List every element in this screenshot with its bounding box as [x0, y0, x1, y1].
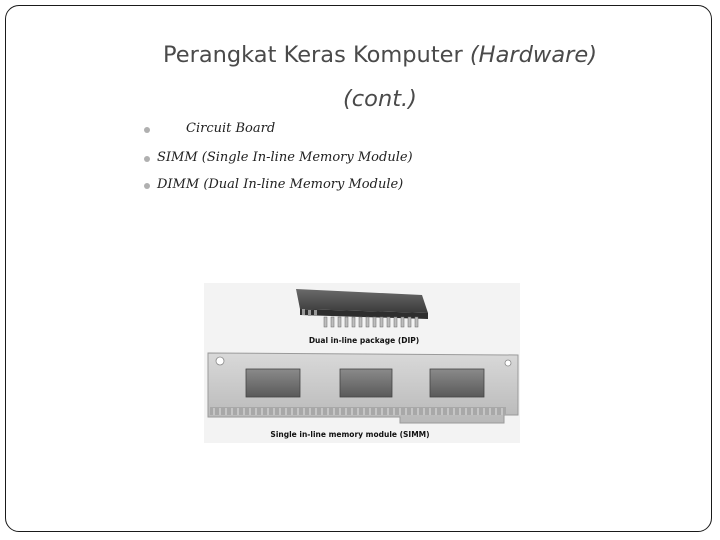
slide-title — [90, 33, 670, 121]
bullet-dot — [144, 183, 150, 189]
dip-caption: Dual in-line package (DIP) — [308, 336, 420, 345]
title-cont: (cont.) — [343, 86, 417, 112]
bullet-dot — [144, 127, 150, 133]
bullet-item: SIMM (Single In-line Memory Module) — [157, 150, 413, 165]
simm-module — [208, 353, 518, 423]
bullet-item: Circuit Board — [186, 121, 276, 136]
memory-diagram — [204, 283, 520, 443]
title-main: Perangkat Keras Komputer — [162, 42, 463, 68]
bullet-dot — [144, 156, 150, 162]
title-italic: (Hardware) — [469, 42, 597, 68]
simm-caption: Single in-line memory module (SIMM) — [270, 430, 430, 439]
bullet-item: DIMM (Dual In-line Memory Module) — [157, 177, 404, 192]
memory-module-figure — [204, 283, 520, 443]
